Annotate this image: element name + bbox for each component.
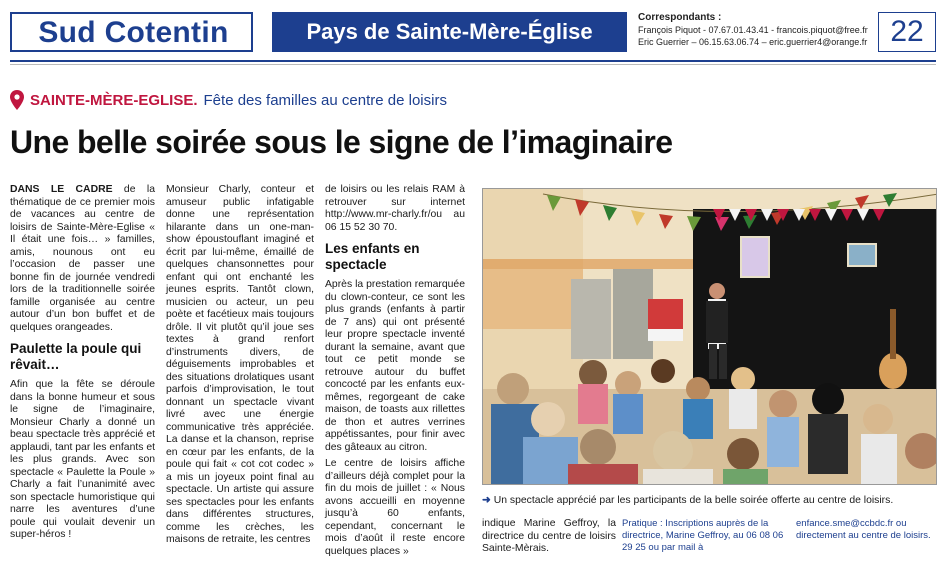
paragraph-director: indique Marine Geffroy, la directrice du centre de loisirs Sainte-Mèrais. — [482, 518, 616, 554]
correspondant-line-2: Eric Guerrier – 06.15.63.06.74 – eric.guerrier4@orange.fr — [638, 37, 868, 47]
paragraph-paulette: Afin que la fête se déroule dans la bonne humeur et sous le signe de l’imaginaire, Monsieur Charly a donné un beau spectacle très apprécié et applaudi, tant par les enfants et les plus grands. Avec son spectacle « Paulette la Poule » Charly a fait l’unanimité avec son spectacle humoristique qui narre les aventures d’une poule qui voulait devenir un super-héros ! — [10, 379, 155, 540]
article-column-2 — [166, 184, 314, 551]
header-rule — [10, 60, 936, 62]
photo-caption — [482, 494, 937, 506]
kicker — [10, 89, 447, 111]
subheading-enfants: Les enfants en spectacle — [325, 241, 420, 272]
photo-illustration — [483, 189, 937, 485]
intro-text: de la thématique de ce premier mois de vacances au centre de loisirs de Sainte-Mère-Eglise « Il était une fois… » familles, amis, nounous ont eu l’occasion de passer une bonne fin de journée vendredi lors de la traditionnelle soirée famille organisée au centre autour d’un bon buffet et de quelques orangeades. — [10, 184, 155, 333]
practical-info-right: enfance.sme@ccbdc.fr ou directement au centre de loisirs. — [796, 518, 931, 541]
practical-info — [622, 518, 940, 554]
correspondant-line-1: François Piquot - 07.67.01.43.41 - francois.piquot@free.fr — [638, 25, 868, 35]
kicker-location: SAINTE-MÈRE-EGLISE. — [30, 91, 198, 109]
practical-info-left: Pratique : Inscriptions auprès de la directrice, Marine Geffroy, au 06 08 06 29 25 ou par mail à — [622, 518, 784, 553]
paragraph-intro — [10, 184, 155, 334]
caption-text: Un spectacle apprécié par les participants de la belle soirée offerte au centre de loisirs. — [493, 495, 894, 506]
correspondants-block — [638, 12, 878, 48]
correspondants-label: Correspondants : — [638, 12, 722, 23]
section-title: Pays de Sainte-Mère-Église — [306, 19, 593, 44]
kicker-topic: Fête des familles au centre de loisirs — [203, 91, 447, 109]
article-column-1 — [10, 184, 155, 546]
brand-title: Sud Cotentin — [38, 16, 229, 49]
brand-box — [10, 12, 253, 52]
article-photo — [482, 188, 937, 485]
headline: Une belle soirée sous le signe de l’imaginaire — [10, 124, 673, 160]
paragraph-complet: Le centre de loisirs affiche d’ailleurs déjà complet pour la fin du mois de juillet : « Nous avons accueilli en moyenne jusqu’à 60 enfants, cependant, concernant le mois d’août il reste encore quelques places » — [325, 458, 465, 557]
section-bar — [272, 12, 627, 52]
paragraph-enfants: Après la prestation remarquée du clown-conteur, ce sont les plus grands (enfants à partir de 7 ans) qui ont présenté leur propre spectacle inventé durant la semaine, avant que tout ce petit monde se retrouve autour du buffet concocté par les enfants eux-mêmes, regorgeant de cake maison, de toasts aux rillettes de thon et autres verrines appétissantes, pour finir avec des gâteaux au citron. — [325, 279, 465, 453]
paragraph-contact: de loisirs ou les relais RAM à retrouver sur internet http://www.mr-charly.fr/ou au 06 15 52 30 70. — [325, 184, 465, 233]
subheading-paulette: Paulette la poule qui rêvait… — [10, 341, 142, 372]
header-rule-thin — [10, 64, 936, 65]
masthead — [10, 10, 936, 56]
article-column-3 — [325, 184, 465, 562]
page-number: 22 — [890, 15, 924, 48]
map-pin-icon — [10, 90, 24, 110]
lead-in: DANS LE CADRE — [10, 184, 113, 195]
paragraph-charly: Monsieur Charly, conteur et amuseur public infatigable donne une représentation hilarante dans un one-man-show époustouflant imaginé et écrit par lui-même, émaillé de quelques chansonnettes pour enfant qui ont enchanté les jeunes esprits. Tantôt clown, musicien ou acteur, un peu poète et facétieux mais toujours drôle. Il vit plutôt qu’il joue ses textes à grand renfort d’instruments divers, de déguisements improbables et des situations drolatiques usant parfois d’improvisation, le tout donnant un spectacle vivant livré avec une énergie communicative très appréciée. La danse et la chanson, reprise en cœur par les enfants, de la poule qui fait « cot cot codec » a mis un joyeux point final au spectacle. Un artiste qui assure ses spectacles pour les enfants dans différentes structures, comme les crèches, les maisons de retraite, les centres — [166, 184, 314, 545]
page-number-box — [878, 12, 936, 52]
arrow-right-icon: ➜ — [482, 495, 491, 506]
